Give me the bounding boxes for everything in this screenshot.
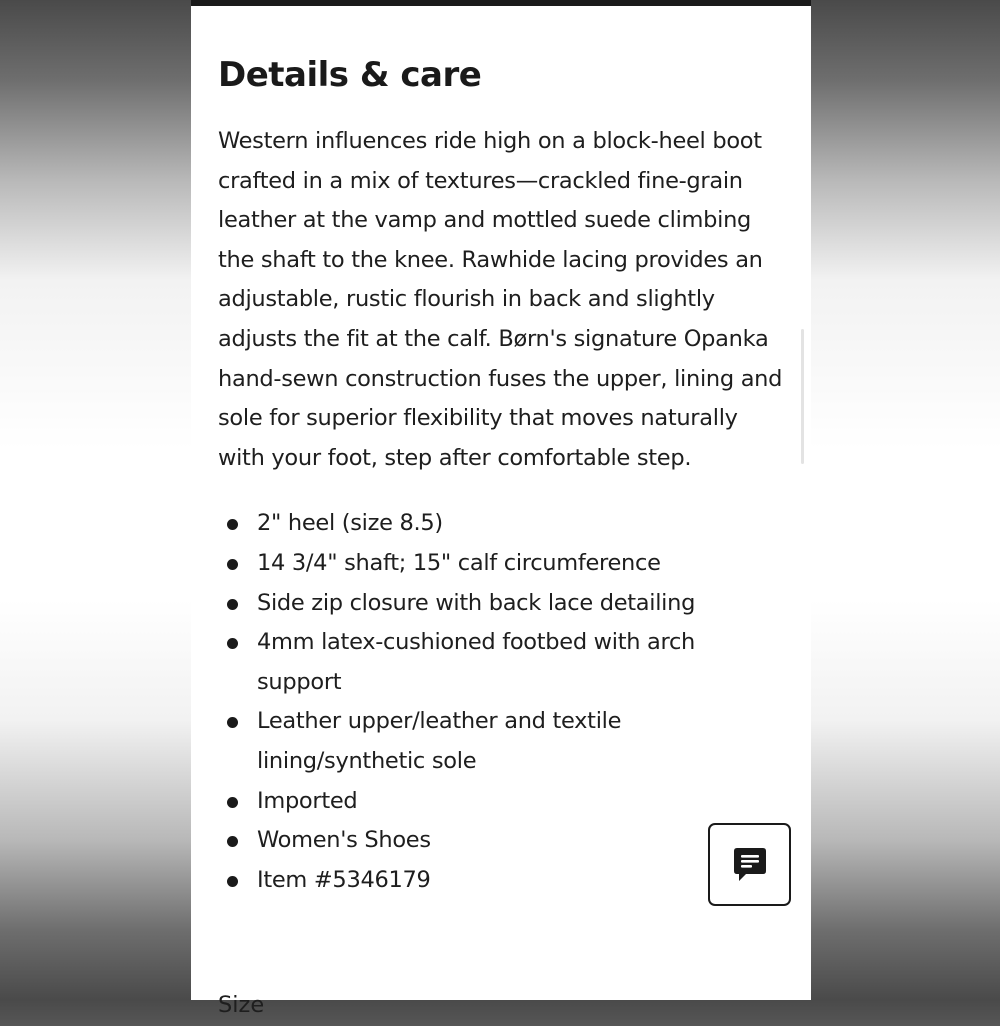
scrollbar-thumb[interactable]: [801, 329, 804, 464]
feature-text: 4mm latex-cushioned footbed with arch support: [257, 629, 696, 695]
chat-button[interactable]: [708, 823, 791, 906]
next-section-heading[interactable]: Size: [218, 992, 265, 1018]
feature-item: [218, 782, 727, 822]
details-section: [218, 52, 788, 900]
feature-item: [218, 821, 727, 861]
feature-text: 14 3/4" shaft; 15" calf circumference: [257, 549, 661, 576]
product-description: Western influences ride high on a block-heel boot crafted in a mix of textures—crackled fine-grain leather at the vamp and mottled suede climbing the shaft to the knee. Rawhide lacing provides an adjustable, rustic flourish in back and slightly adjusts the fit at the calf. Børn's signature Opanka hand-sewn construction fuses the upper, lining and sole for superior flexibility that moves naturally with your foot, step after comfortable step.: [218, 128, 783, 471]
product-details-screen: [191, 0, 811, 1018]
feature-text: Leather upper/leather and textile lining/synthetic sole: [257, 708, 622, 774]
bullet-icon: [227, 797, 238, 808]
bullet-icon: [227, 519, 238, 530]
bullet-icon: [227, 638, 238, 649]
top-bar: [191, 0, 811, 6]
feature-text: 2" heel (size 8.5): [257, 510, 443, 537]
feature-item: [218, 702, 727, 781]
bullet-icon: [227, 717, 238, 728]
bullet-icon: [227, 559, 238, 570]
section-title: Details & care: [218, 55, 482, 95]
feature-text: Item #5346179: [257, 866, 431, 893]
feature-item: [218, 623, 727, 702]
chat-bubble-icon: [730, 845, 770, 885]
feature-item: [218, 544, 727, 584]
feature-text: Side zip closure with back lace detailing: [257, 589, 696, 616]
feature-item: [218, 504, 727, 544]
feature-item: [218, 584, 727, 624]
feature-text: Women's Shoes: [257, 827, 431, 854]
bullet-icon: [227, 836, 238, 847]
feature-text: Imported: [257, 787, 358, 814]
bullet-icon: [227, 599, 238, 610]
feature-list: [218, 504, 788, 900]
feature-item: [218, 861, 727, 901]
bullet-icon: [227, 876, 238, 887]
